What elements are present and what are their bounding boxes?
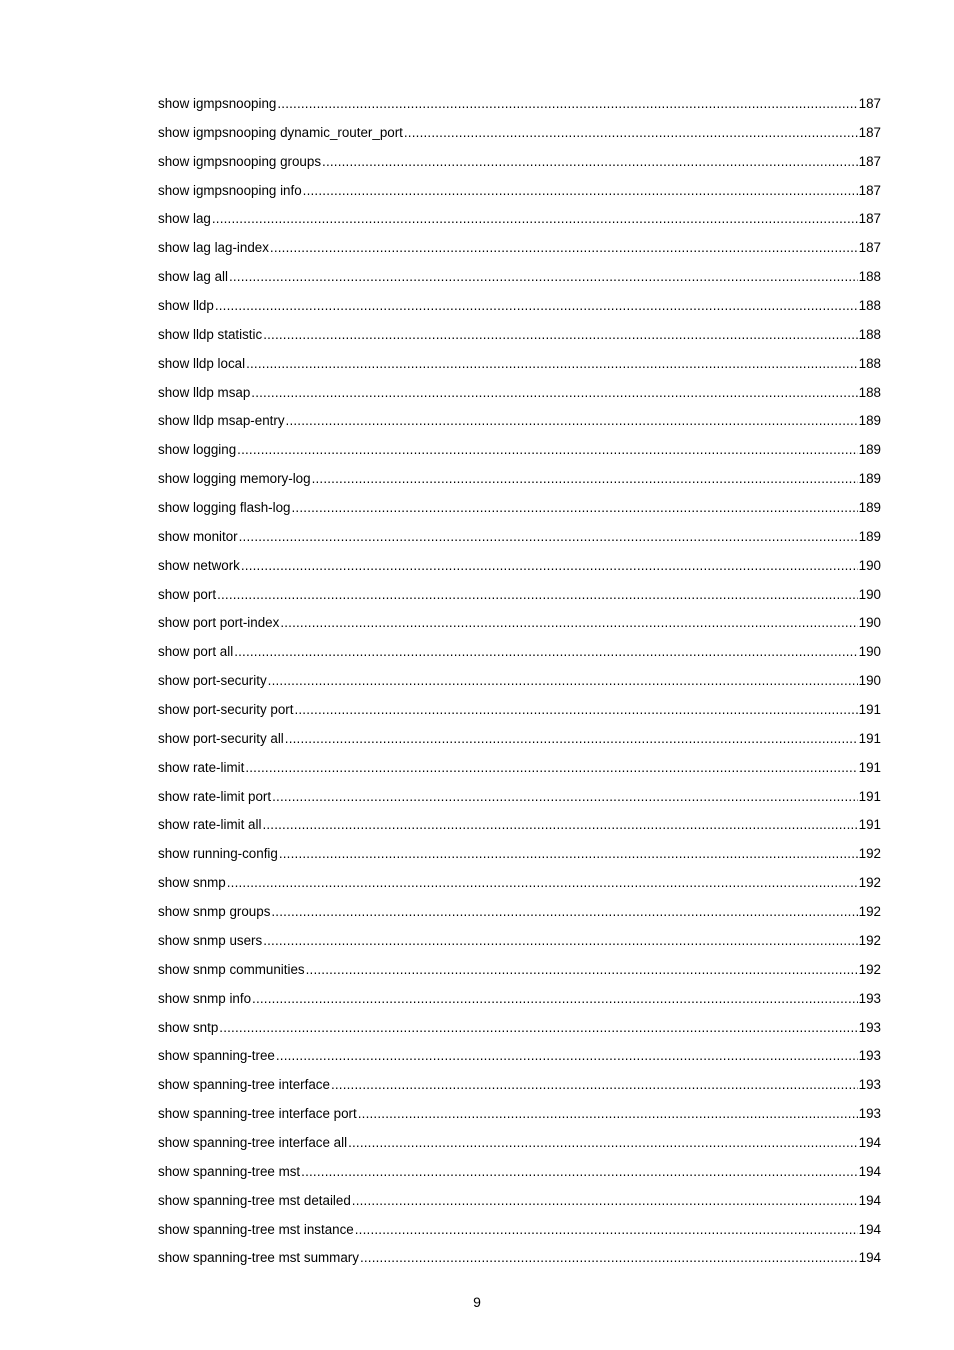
- toc-entry-title[interactable]: show igmpsnooping: [158, 96, 277, 111]
- toc-entry-title[interactable]: show logging memory-log: [158, 471, 311, 487]
- toc-entry-title[interactable]: show lldp statistic: [158, 326, 263, 342]
- toc-entry[interactable]: [158, 323, 881, 352]
- toc-entry-title[interactable]: show snmp: [158, 875, 226, 891]
- toc-entry[interactable]: [158, 496, 881, 525]
- toc-entry-title[interactable]: show rate-limit: [158, 759, 245, 775]
- toc-entry[interactable]: [158, 554, 881, 583]
- dot-leader: [246, 352, 858, 376]
- toc-entry[interactable]: [158, 1160, 881, 1189]
- toc-entry-page[interactable]: 192: [858, 961, 881, 977]
- dot-leader: [358, 1102, 858, 1126]
- toc-entry-title[interactable]: show monitor: [158, 528, 238, 544]
- toc-entry-title[interactable]: show snmp groups: [158, 904, 271, 920]
- toc-entry-page[interactable]: 188: [858, 355, 881, 371]
- toc-entry[interactable]: [158, 756, 881, 785]
- toc-entry[interactable]: [158, 1218, 881, 1247]
- dot-leader: [404, 121, 858, 145]
- toc-entry-page[interactable]: 194: [858, 1221, 881, 1237]
- toc-entry-title[interactable]: show igmpsnooping dynamic_router_port: [158, 124, 403, 140]
- toc-entry[interactable]: [158, 813, 881, 842]
- toc-entry-page[interactable]: 190: [858, 673, 881, 689]
- dot-leader: [322, 150, 858, 174]
- toc-entry-page[interactable]: 187: [858, 182, 881, 198]
- toc-entry-page[interactable]: 189: [858, 413, 881, 429]
- toc-entry[interactable]: [158, 900, 881, 929]
- dot-leader: [331, 1073, 858, 1097]
- dot-leader: [352, 1189, 858, 1213]
- dot-leader: [303, 179, 858, 203]
- toc-entry-page[interactable]: 191: [858, 788, 881, 804]
- toc-entry[interactable]: [158, 352, 881, 381]
- toc-entry-page[interactable]: 192: [858, 904, 881, 920]
- toc-entry[interactable]: [158, 207, 881, 236]
- dot-leader: [262, 813, 857, 837]
- toc-entry-title[interactable]: show lldp: [158, 298, 214, 314]
- toc-entry[interactable]: [158, 1102, 881, 1131]
- dot-leader: [234, 640, 857, 664]
- dot-leader: [271, 900, 857, 924]
- toc-entry-page[interactable]: 188: [858, 326, 881, 342]
- toc-entry-page[interactable]: 189: [858, 500, 881, 516]
- dot-leader: [276, 1044, 858, 1068]
- toc-entry-page[interactable]: 190: [858, 644, 881, 660]
- toc-entry[interactable]: [158, 467, 881, 496]
- toc-entry-title[interactable]: show igmpsnooping info: [158, 182, 302, 198]
- toc-entry-page[interactable]: 192: [858, 875, 881, 891]
- toc-entry-page[interactable]: 191: [858, 730, 881, 746]
- toc-entry[interactable]: [158, 92, 881, 121]
- toc-entry-title[interactable]: show spanning-tree interface port: [158, 1106, 357, 1122]
- toc-entry[interactable]: [158, 381, 881, 410]
- dot-leader: [251, 381, 857, 405]
- toc-entry-page[interactable]: 194: [858, 1192, 881, 1208]
- dot-leader: [270, 236, 858, 260]
- toc-entry-page[interactable]: 188: [858, 269, 881, 285]
- toc-entry-title[interactable]: show logging: [158, 442, 237, 458]
- dot-leader: [272, 785, 858, 809]
- dot-leader: [263, 323, 857, 347]
- page-number: 9: [473, 1294, 481, 1310]
- dot-leader: [239, 525, 858, 549]
- toc-entry[interactable]: [158, 121, 881, 150]
- toc-entry[interactable]: [158, 785, 881, 814]
- toc-entry-page[interactable]: 190: [858, 586, 881, 602]
- toc-entry-page[interactable]: 187: [858, 153, 881, 169]
- dot-leader: [360, 1246, 858, 1270]
- toc-entry[interactable]: [158, 236, 881, 265]
- toc-entry-page[interactable]: 192: [858, 932, 881, 948]
- toc-entry-page[interactable]: 187: [858, 211, 881, 227]
- dot-leader: [219, 1016, 857, 1040]
- toc-entry[interactable]: [158, 409, 881, 438]
- toc-entry-title[interactable]: show snmp info: [158, 990, 252, 1006]
- toc-entry-title[interactable]: show spanning-tree mst detailed: [158, 1192, 351, 1208]
- dot-leader: [215, 294, 858, 318]
- toc-entry-title[interactable]: show rate-limit port: [158, 788, 272, 804]
- toc-entry[interactable]: [158, 438, 881, 467]
- toc-entry-title[interactable]: show lldp msap-entry: [158, 413, 285, 429]
- toc-entry-title[interactable]: show lag: [158, 211, 211, 227]
- toc-entry[interactable]: [158, 1016, 881, 1045]
- dot-leader: [237, 438, 857, 462]
- toc-entry-title[interactable]: show port: [158, 586, 217, 602]
- dot-leader: [294, 698, 857, 722]
- toc-entry-title[interactable]: show running-config: [158, 846, 278, 862]
- toc-entry[interactable]: [158, 987, 881, 1016]
- toc-entry-page[interactable]: 190: [858, 615, 881, 631]
- toc-entry[interactable]: [158, 265, 881, 294]
- dot-leader: [217, 583, 858, 607]
- toc-entry-title[interactable]: show spanning-tree mst instance: [158, 1221, 354, 1237]
- toc-entry-title[interactable]: show lag all: [158, 269, 228, 285]
- toc-entry-page[interactable]: 187: [858, 124, 881, 140]
- dot-leader: [263, 929, 857, 953]
- dot-leader: [301, 1160, 857, 1184]
- toc-entry-title[interactable]: show lag lag-index: [158, 240, 269, 256]
- toc-entry-title[interactable]: show spanning-tree mst summary: [158, 1250, 359, 1266]
- toc-entry-page[interactable]: 194: [858, 1163, 881, 1179]
- toc-entry-page[interactable]: 189: [858, 442, 881, 458]
- toc-entry[interactable]: [158, 150, 881, 179]
- dot-leader: [268, 669, 858, 693]
- toc-entry-page[interactable]: 193: [858, 1106, 881, 1122]
- toc-entry-title[interactable]: show spanning-tree interface all: [158, 1134, 348, 1150]
- toc-entry-title[interactable]: show network: [158, 557, 240, 573]
- toc-entry-page[interactable]: 191: [858, 759, 881, 775]
- toc-entry-page[interactable]: 192: [858, 846, 881, 862]
- toc-entry[interactable]: [158, 294, 881, 323]
- toc-entry-page[interactable]: 193: [858, 990, 881, 1006]
- toc-entry-page[interactable]: 191: [858, 817, 881, 833]
- toc-entry[interactable]: [158, 871, 881, 900]
- toc-entry-page[interactable]: 193: [858, 1019, 881, 1035]
- toc-entry-title[interactable]: show port port-index: [158, 615, 280, 631]
- toc-entry[interactable]: [158, 525, 881, 554]
- toc-entry-page[interactable]: 193: [858, 1048, 881, 1064]
- toc-entry[interactable]: [158, 583, 881, 612]
- toc-entry-page[interactable]: 194: [858, 1250, 881, 1266]
- dot-leader: [280, 611, 857, 635]
- toc-entry-title[interactable]: show spanning-tree mst: [158, 1163, 301, 1179]
- toc-entry[interactable]: [158, 698, 881, 727]
- toc-entry[interactable]: [158, 727, 881, 756]
- toc-entry-title[interactable]: show lldp local: [158, 355, 246, 371]
- dot-leader: [277, 92, 857, 116]
- dot-leader: [229, 265, 858, 289]
- dot-leader: [227, 871, 858, 895]
- toc-entry-page[interactable]: 190: [858, 557, 881, 573]
- toc-entry[interactable]: [158, 958, 881, 987]
- toc-entry-title[interactable]: show snmp users: [158, 932, 263, 948]
- dot-leader: [241, 554, 858, 578]
- toc-entry-title[interactable]: show port-security port: [158, 702, 294, 718]
- table-of-contents: [158, 92, 881, 1275]
- toc-entry-page[interactable]: 191: [858, 702, 881, 718]
- toc-entry[interactable]: [158, 1189, 881, 1218]
- toc-entry-page[interactable]: 189: [858, 471, 881, 487]
- toc-entry-title[interactable]: show spanning-tree: [158, 1048, 275, 1064]
- toc-entry-title[interactable]: show snmp communities: [158, 961, 305, 977]
- dot-leader: [279, 842, 858, 866]
- dot-leader: [312, 467, 858, 491]
- toc-entry-title[interactable]: show port-security all: [158, 730, 284, 746]
- toc-entry[interactable]: [158, 1131, 881, 1160]
- toc-entry-page[interactable]: 193: [858, 1077, 881, 1093]
- dot-leader: [306, 958, 858, 982]
- dot-leader: [355, 1218, 858, 1242]
- toc-entry-page[interactable]: 188: [858, 298, 881, 314]
- dot-leader: [292, 496, 858, 520]
- toc-entry-page[interactable]: 194: [858, 1134, 881, 1150]
- toc-entry-title[interactable]: show logging flash-log: [158, 500, 291, 516]
- dot-leader: [252, 987, 858, 1011]
- dot-leader: [348, 1131, 858, 1155]
- toc-entry[interactable]: [158, 611, 881, 640]
- toc-entry[interactable]: [158, 929, 881, 958]
- dot-leader: [245, 756, 857, 780]
- toc-entry-page[interactable]: 187: [858, 96, 881, 111]
- toc-entry-title[interactable]: show igmpsnooping groups: [158, 153, 322, 169]
- toc-entry[interactable]: [158, 1044, 881, 1073]
- toc-entry-title[interactable]: show lldp msap: [158, 384, 251, 400]
- toc-entry[interactable]: [158, 669, 881, 698]
- toc-entry[interactable]: [158, 640, 881, 669]
- toc-entry-title[interactable]: show rate-limit all: [158, 817, 262, 833]
- toc-entry-title[interactable]: show sntp: [158, 1019, 219, 1035]
- toc-entry-title[interactable]: show port all: [158, 644, 234, 660]
- toc-entry-page[interactable]: 189: [858, 528, 881, 544]
- dot-leader: [212, 207, 858, 231]
- toc-entry[interactable]: [158, 1246, 881, 1275]
- toc-entry-title[interactable]: show port-security: [158, 673, 267, 689]
- toc-entry-page[interactable]: 187: [858, 240, 881, 256]
- toc-entry-title[interactable]: show spanning-tree interface: [158, 1077, 330, 1093]
- toc-entry[interactable]: [158, 1073, 881, 1102]
- toc-entry[interactable]: [158, 179, 881, 208]
- toc-entry-page[interactable]: 188: [858, 384, 881, 400]
- dot-leader: [286, 409, 858, 433]
- toc-entry[interactable]: [158, 842, 881, 871]
- dot-leader: [285, 727, 858, 751]
